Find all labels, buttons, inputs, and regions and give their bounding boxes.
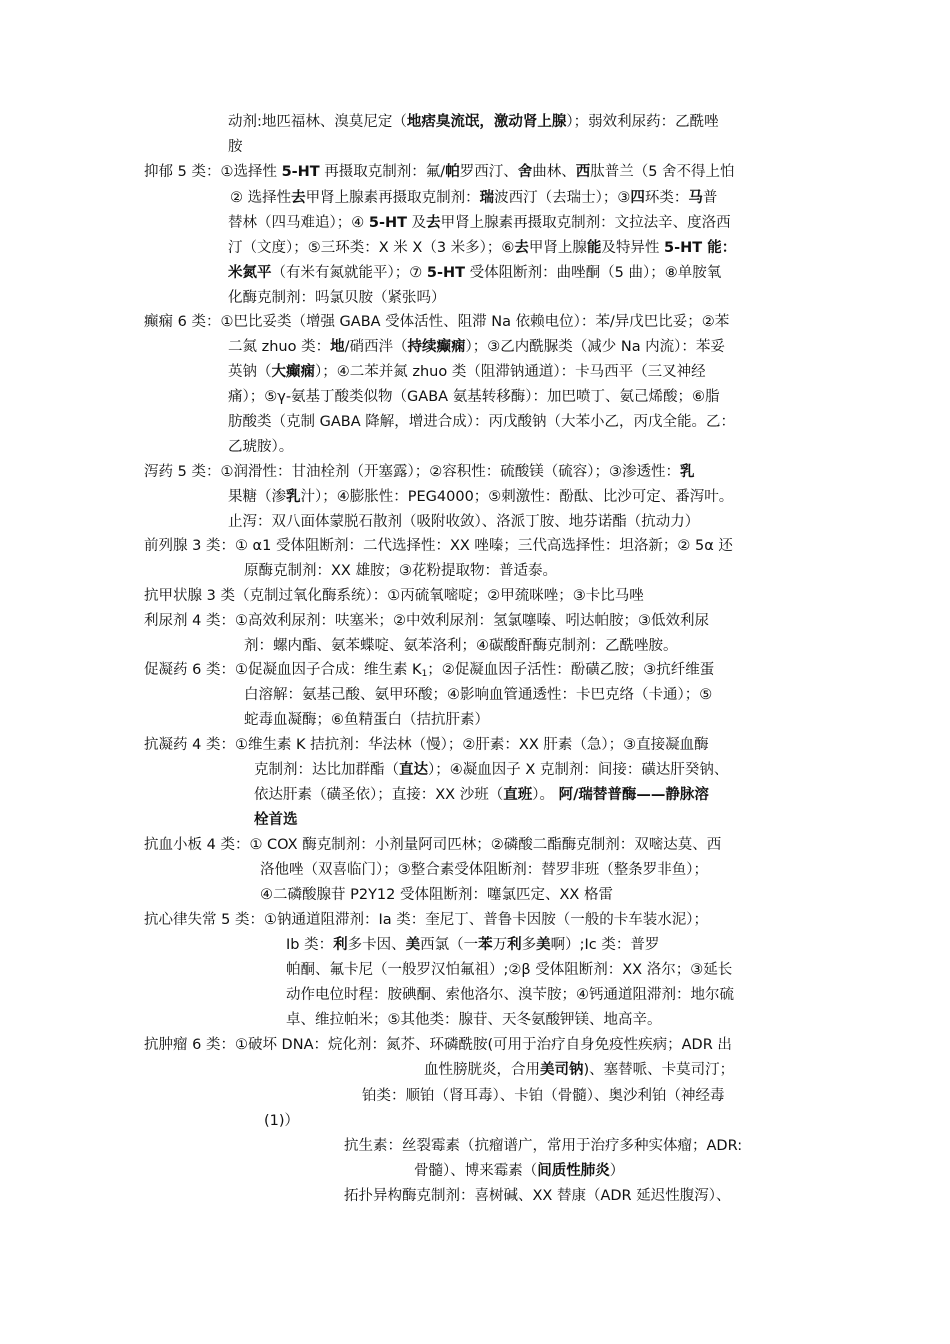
text-run: 泻药 5 类：①润滑性：甘油栓剂（开塞露）；②容积性：硫酸镁（硫容）；③渗透性： — [144, 464, 680, 480]
text-run: 替林（四马难追）；④ — [228, 215, 369, 231]
text-run: 白溶解：氨基己酸、氨甲环酸；④影响血管通透性：卡巴克络（卡通）；⑤ — [244, 687, 713, 703]
text-run: 蛇毒血凝酶；⑥鱼精蛋白（拮抗肝素） — [244, 712, 489, 728]
bold-text: 栓首选 — [254, 812, 298, 828]
text-line — [254, 809, 298, 831]
text-line — [228, 237, 736, 259]
text-line — [254, 784, 709, 806]
text-run: 抗肿瘤 6 类：①破坏 DNA：烷化剂：氮芥、环磷酰胺(可用于治疗自身免疫性疾病；ADR 出 — [144, 1037, 732, 1053]
text-run: 抑郁 5 类：①选择性 — [144, 164, 282, 180]
text-run: ） — [609, 1163, 625, 1179]
text-line — [264, 1110, 299, 1132]
bold-text: 西 — [575, 164, 591, 180]
text-line — [244, 560, 557, 582]
text-line — [286, 1009, 662, 1031]
text-run: 英钠（ — [228, 364, 272, 380]
text-line — [424, 1059, 734, 1081]
text-line — [228, 336, 725, 358]
text-run: 癫痫 6 类：①巴比妥类（增强 GABA 受体活性、阻滞 Na 依赖电位）：苯/异戊巴比妥；②苯 — [144, 314, 730, 330]
text-line — [144, 161, 735, 183]
text-run: 波西汀（去瑞士）；③ — [494, 190, 631, 206]
text-run: (1)） — [264, 1113, 300, 1129]
text-run: 甲肾上腺素再摄取克制剂：文拉法辛、度洛西 — [440, 215, 731, 231]
text-run: 多 — [521, 937, 537, 953]
bold-text: 去 — [291, 190, 306, 206]
text-run: )、塞替哌、卡莫司汀； — [583, 1062, 735, 1078]
bold-text: 5-HT 能： — [664, 240, 737, 256]
bold-text: 大癫痫 — [271, 364, 315, 380]
text-line — [144, 909, 708, 931]
bold-text: 地 — [330, 339, 345, 355]
text-run: 甲肾上腺 — [528, 240, 587, 256]
text-line — [144, 585, 644, 607]
text-line — [144, 535, 733, 557]
text-line — [244, 684, 712, 706]
text-line — [228, 262, 721, 284]
text-run: （有米有氮就能平）；⑦ — [271, 265, 427, 281]
bold-text: 利 — [507, 937, 522, 953]
text-run: 骨髓）、博来霉素（ — [414, 1163, 538, 1179]
text-run: 肪酸类（克制 GABA 降解，增进合成）：丙戊酸钠（大苯小乙，丙戊全能。乙： — [228, 414, 735, 430]
text-line — [228, 411, 735, 433]
text-run: 汁）；④膨胀性：PEG4000；⑤刺激性：酚酞、比沙可定、番泻叶。 — [300, 489, 734, 505]
text-run: 1 — [421, 669, 428, 679]
text-line — [228, 287, 446, 309]
bold-text: 美司钠 — [540, 1062, 584, 1078]
text-line — [414, 1160, 624, 1182]
text-run: 止泻：双八面体蒙脱石散剂（吸附收敛）、洛派丁胺、地芬诺酯（抗动力） — [228, 514, 700, 530]
text-run: 原酶克制剂：XX 雄胺；③花粉提取物：普适泰。 — [244, 563, 557, 579]
text-run: 多卡因、 — [347, 937, 406, 953]
text-run: 及特异性 — [601, 240, 665, 256]
bold-text: 能 — [586, 240, 602, 256]
text-line — [286, 984, 734, 1006]
bold-text: 苯 — [478, 937, 493, 953]
text-run: 利尿剂 4 类：①高效利尿剂：呋塞米；②中效利尿剂：氢氯噻嗪、吲达帕胺；③低效利尿 — [144, 613, 709, 629]
text-line — [228, 511, 699, 533]
bold-text: 美 — [405, 937, 421, 953]
text-run: Ib 类： — [286, 937, 334, 953]
text-run: 帕酮、氟卡尼（一般罗汉怕氟祖）;②β 受体阻断剂：XX 洛尔；③延长 — [286, 962, 733, 978]
text-line — [144, 659, 714, 685]
text-run: 乙琥胺）。 — [228, 439, 294, 455]
text-run: 汀（文度）；⑤三环类：X 米 X（3 米多）；⑥ — [228, 240, 515, 256]
bold-text: 舍 — [517, 164, 533, 180]
text-run: 依达肝素（磺圣依）；直接：XX 沙班（ — [254, 787, 504, 803]
text-run: 万 — [492, 937, 508, 953]
text-line — [228, 212, 731, 234]
text-run: 克制剂：达比加群酯（ — [254, 762, 399, 778]
bold-text: 四 — [630, 190, 645, 206]
text-line — [228, 386, 719, 408]
text-run: 痛）；⑤γ-氨基丁酸类似物（GABA 氨基转移酶）：加巴喷丁、氨己烯酸；⑥脂 — [228, 389, 720, 405]
text-line — [144, 1034, 732, 1056]
text-line — [228, 111, 719, 133]
text-line — [244, 709, 489, 731]
text-run: 抗血小板 4 类：① COX 酶克制剂：小剂量阿司匹林；②磷酸二酯酶克制剂：双嘧达莫、西 — [144, 837, 722, 853]
bold-text: 阿/瑞替普酶——静脉溶 — [558, 787, 709, 803]
text-run: ）；④二苯并氮 zhuo 类（阻滞钠通道）：卡马西平（三叉神经 — [315, 364, 706, 380]
text-run: 洛他唑（双喜临门）；③整合素受体阻断剂：替罗非班（整条罗非鱼）； — [260, 862, 708, 878]
text-line — [144, 734, 709, 756]
text-line — [144, 311, 729, 333]
bold-text: 去 — [426, 215, 441, 231]
text-run: ④二磷酸腺苷 P2Y12 受体阻断剂：噻氯匹定、XX 格雷 — [260, 887, 613, 903]
text-run: 及 — [407, 215, 427, 231]
text-run: ；②促凝血因子活性：酚磺乙胺；③抗纤维蛋 — [427, 662, 715, 678]
text-run: 普 — [702, 190, 718, 206]
text-run: 受体阻断剂：曲唑酮（5 曲）；⑧单胺氧 — [465, 265, 722, 281]
text-line — [144, 834, 721, 856]
text-run: 拓扑异构酶克制剂：喜树碱、XX 替康（ADR 延迟性腹泻）、 — [344, 1188, 731, 1204]
text-run: 动作电位时程：胺碘酮、索他洛尔、溴苄胺；④钙通道阻滞剂：地尔硫 — [286, 987, 734, 1003]
text-line — [254, 759, 728, 781]
text-run: 抗生素：丝裂霉素（抗瘤谱广，常用于治疗多种实体瘤；ADR: — [344, 1138, 743, 1154]
text-line — [344, 1135, 742, 1157]
bold-text: 乳 — [286, 489, 301, 505]
bold-text: 间质性肺炎 — [537, 1163, 610, 1179]
text-run: 动剂:地匹福林、溴莫尼定（ — [228, 114, 407, 130]
text-run: ）；③乙内酰脲类（减少 Na 内流）：苯妥 — [465, 339, 725, 355]
text-run: 环类： — [644, 190, 689, 206]
text-run: ）；弱效利尿药：乙酰唑 — [566, 114, 719, 130]
text-run: 血性膀胱炎，合用 — [424, 1062, 540, 1078]
text-run: 化酶克制剂：吗氯贝胺（紧张吗） — [228, 290, 446, 306]
text-line — [260, 884, 613, 906]
text-line — [228, 436, 293, 458]
text-run: 果糖（渗 — [228, 489, 286, 505]
text-run: 促凝药 6 类：①促凝血因子合成：维生素 K — [144, 662, 422, 678]
text-run: 胺 — [228, 139, 243, 155]
text-line — [144, 610, 709, 632]
bold-text: 地痞臭流氓，激动肾上腺 — [406, 114, 567, 130]
bold-text: 帕 — [445, 164, 460, 180]
text-line — [286, 934, 659, 956]
text-run: 前列腺 3 类：① α1 受体阻断剂：二代选择性：XX 唑嗪；三代高选择性：坦洛新；② 5α 还 — [144, 538, 733, 554]
text-run: 曲林、 — [532, 164, 576, 180]
bold-text: 持续癫痫 — [407, 339, 466, 355]
text-line — [230, 187, 717, 209]
text-run: 剂：螺内酯、氨苯蝶啶、氨苯洛利；④碳酸酐酶克制剂：乙酰唑胺。 — [244, 638, 678, 654]
text-run: 二氮 zhuo 类： — [228, 339, 331, 355]
bold-text: 5-HT — [281, 164, 320, 180]
text-line — [144, 461, 694, 483]
bold-text: 直班 — [503, 787, 533, 803]
bold-text: 马 — [688, 190, 703, 206]
bold-text: 直达 — [399, 762, 428, 778]
text-run: 抗心律失常 5 类：①钠通道阻滞剂：Ia 类：奎尼丁、普鲁卡因胺（一般的卡车装水泥）； — [144, 912, 708, 928]
bold-text: 瑞 — [479, 190, 495, 206]
text-run: 铂类：顺铂（肾耳毒）、卡铂（骨髓）、奥沙利铂（神经毒 — [362, 1088, 725, 1104]
bold-text: 5-HT — [426, 265, 465, 281]
text-run: 抗凝药 4 类：①维生素 K 拮抗剂：华法林（慢）；②肝素：XX 肝素（急）；③直接凝血酶 — [144, 737, 709, 753]
bold-text: 乳 — [679, 464, 695, 480]
text-line — [286, 959, 732, 981]
text-run: ）。 — [532, 787, 559, 803]
text-run: /硝西泮（ — [344, 339, 408, 355]
bold-text: 去 — [514, 240, 529, 256]
bold-text: 米氮平 — [228, 265, 272, 281]
text-run: 西氯（一 — [420, 937, 479, 953]
text-run: ② 选择性 — [230, 190, 292, 206]
text-line — [260, 859, 708, 881]
text-run: 罗西汀、 — [459, 164, 518, 180]
bold-text: 利 — [333, 937, 348, 953]
text-run: ）；④凝血因子 X 克制剂：间接：磺达肝癸钠、 — [428, 762, 729, 778]
text-line — [362, 1085, 725, 1107]
text-run: 啊）;Ic 类：普罗 — [550, 937, 660, 953]
text-run: 肽普兰（5 舍不得上怕 — [590, 164, 735, 180]
text-run: 甲肾上腺素再摄取克制剂： — [305, 190, 480, 206]
text-run: 再摄取克制剂：氟/ — [319, 164, 446, 180]
text-line — [228, 486, 733, 508]
text-line — [244, 635, 678, 657]
text-line — [228, 361, 706, 383]
text-run: 抗甲状腺 3 类（克制过氧化酶系统）：①丙硫氧嘧啶；②甲巯咪唑；③卡比马唑 — [144, 588, 644, 604]
text-line — [228, 136, 243, 158]
bold-text: 5-HT — [368, 215, 407, 231]
text-run: 卓、维拉帕米；⑤其他类：腺苷、天冬氨酸钾镁、地高辛。 — [286, 1012, 662, 1028]
text-line — [344, 1185, 731, 1207]
bold-text: 美 — [536, 937, 551, 953]
